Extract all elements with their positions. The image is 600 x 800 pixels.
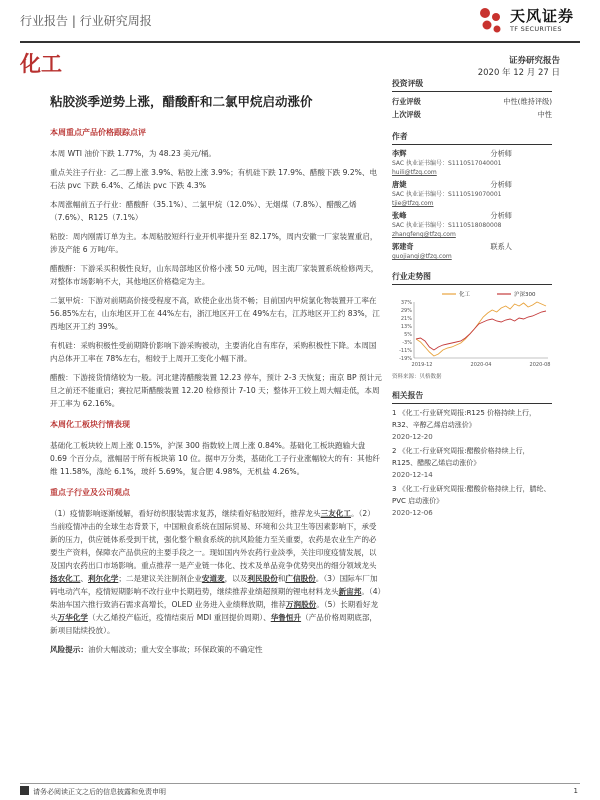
company-link-wanrun[interactable]: 万润股份 bbox=[285, 600, 317, 609]
analyst-name: 张峰 bbox=[392, 211, 407, 220]
text-run: 、 bbox=[80, 574, 88, 583]
y-tick-label: 29% bbox=[400, 308, 412, 314]
paragraph-viscose: 粘胶：周内刚需订单为主。本周粘胶短纤行业开机率提升至 82.17%，周内安徽一厂家装置重启，涉及产能 6 万吨/年。 bbox=[50, 232, 378, 254]
analyst-email[interactable]: guojianqi@tfzq.com bbox=[392, 253, 452, 260]
text-run: 。（2）当前疫情冲击的全球生态背景下，中国粮食系统在国际贸易、环境和公共卫生等因素影响下，承受新的压力，供应链体系受到干扰，强化整个粮食系统的抗风险能力至关重要，农药是农业生产的必要生产资料，保障农产品供应的主要手段之一。现如国内外农药行业淡季，关注印度疫情发展，以及国内农药出口市场影响。重点推荐一是产业链一体化、技术及单品竞争优势突出的细分领域龙头 bbox=[50, 509, 377, 570]
rating-row-previous bbox=[392, 108, 552, 121]
y-tick-label: 21% bbox=[400, 316, 412, 322]
rating-row-industry bbox=[392, 95, 552, 108]
logo-text-cn: 天风证券 bbox=[510, 7, 575, 25]
x-tick-label: 2019-12 bbox=[411, 362, 433, 368]
report-date: 2020 年 12 月 27 日 bbox=[477, 68, 560, 78]
paragraph-silicone: 有机硅：采购积极性受前期降价影响下游采购被动，主要消化自有库存，采购积极性下降。本周国内总体开工率在 78%左右，相较于上周开工变化小幅下滑。 bbox=[50, 341, 377, 363]
y-tick-label: 13% bbox=[400, 324, 412, 330]
report-type: 证券研究报告 bbox=[508, 56, 560, 66]
report-kind: 行业报告 bbox=[20, 14, 69, 28]
related-item[interactable] bbox=[392, 407, 552, 443]
paragraph-acetic-anhydride: 醋酸酐：下游采买积极性良好，山东局部地区价格小涨 50 元/吨，因主流厂家装置系统检修两天，对整体市场影响不大，其他地区价格稳定为主。 bbox=[50, 264, 379, 286]
company-link-adama[interactable]: 安道麦 bbox=[201, 574, 225, 583]
analyst-cert: SAC 执业证书编号：S1110519070001 bbox=[392, 191, 502, 198]
analyst-card bbox=[392, 241, 552, 261]
report-category bbox=[20, 12, 152, 29]
rating-label: 上次评级 bbox=[392, 110, 421, 119]
logo-emblem-icon bbox=[476, 5, 506, 37]
related-item[interactable] bbox=[392, 445, 552, 481]
paragraph-market: 基础化工板块较上周上涨 0.15%，沪深 300 指数较上周上涨 0.84%。基础化工板块跑输大盘 0.69 个百分点，涨幅居于所有板块第 10 位。据申万分类，基础化工子行业涨幅较大的有：其他纤维 11.58%，涤纶 6.1%，玻纤 5.69%，复合肥 4.98%，无机盐 4.26%。 bbox=[50, 441, 380, 476]
company-link-lier[interactable]: 利尔化学 bbox=[87, 574, 119, 583]
company-link-guangxin[interactable]: 广信股份 bbox=[285, 574, 316, 583]
related-item-title[interactable]: 2 《化工-行业研究周报:醋酸价格持续上行，R125、醋酸乙烯启动涨价》 bbox=[392, 447, 530, 467]
analyst-card bbox=[392, 179, 552, 208]
sector-title: 化工 bbox=[20, 52, 62, 76]
company-link-capchem[interactable]: 新宙邦 bbox=[338, 587, 362, 596]
paragraph-acetic-acid: 醋酸：下游接货情绪较为一般。河北建涛醋酸装置 12.23 停车，预计 2-3 天恢复；南京 BP 预计元旦之前还不能重启；赛拉尼斯醋酸装置 12.20 检修预计 7-10 天；整体开工较上周大幅走低，本周开工率为 62.16%。 bbox=[50, 373, 382, 408]
related-item-title[interactable]: 3 《化工-行业研究周报:醋酸价格持续上行，腈纶、PVC 启动涨价》 bbox=[392, 485, 551, 505]
paragraph-dichloromethane: 二氯甲烷：下游对前期高价接受程度不高，欧使企业出货不畅；目前国内甲烷氯化物装置开工率在 56.85%左右，山东地区开工在 44%左右，浙江地区开工在 49%左右，江苏地区开工约 83%，江西地区开工约 39%。 bbox=[50, 296, 380, 331]
x-tick-label: 2020-08 bbox=[529, 362, 551, 368]
separator: | bbox=[71, 14, 80, 28]
company-link-sanyou[interactable]: 三友化工 bbox=[320, 509, 351, 518]
analyst-cert: SAC 执业证书编号：S1110518080008 bbox=[392, 222, 502, 229]
analyst-email[interactable]: huili@tfzq.com bbox=[392, 169, 437, 176]
text-run: 。（3）国际车厂加码电动汽车，疫情短期影响不改行业中长期趋势，继续推荐业绩超预期的锂电材料龙头 bbox=[50, 574, 378, 596]
analyst-role: 分析师 bbox=[490, 149, 512, 158]
qr-code-icon bbox=[20, 786, 29, 795]
analyst-name: 李辉 bbox=[392, 149, 407, 158]
text-run: 。（5）长期看好龙头 bbox=[50, 600, 379, 622]
series-line bbox=[416, 302, 546, 356]
risk-paragraph bbox=[50, 643, 382, 656]
company-logo bbox=[476, 3, 586, 43]
text-run: （大乙烯投产临近，疫情结束后 MDI 重回提价周期）、 bbox=[87, 613, 271, 622]
company-link-wanhua[interactable]: 万华化学 bbox=[57, 613, 88, 622]
text-run: 。（4）柴油车国六推行致消石需求高增长，OLED 业务进入业绩释放期，推荐 bbox=[50, 587, 382, 609]
analyst-email[interactable]: tjie@tfzq.com bbox=[392, 200, 434, 207]
report-series: 行业研究周报 bbox=[79, 14, 152, 28]
analyst-card bbox=[392, 210, 552, 239]
main-body bbox=[50, 118, 382, 662]
trend-chart-svg bbox=[392, 288, 552, 370]
analyst-card bbox=[392, 148, 552, 177]
y-tick-label: 5% bbox=[404, 332, 412, 338]
trend-chart bbox=[392, 288, 552, 370]
related-item-date: 2020-12-06 bbox=[392, 509, 433, 517]
logo-text-en: TF SECURITIES bbox=[510, 25, 562, 33]
text-run: （1）疫情影响逐渐缓解，看好纺织服装需求复苏，继续看好粘胶短纤，推荐龙头 bbox=[50, 509, 321, 518]
y-tick-label: 37% bbox=[400, 300, 412, 306]
paragraph-oil: 本周 WTI 油价下跌 1.77%，为 48.23 美元/桶。 bbox=[50, 149, 217, 158]
related-item[interactable] bbox=[392, 483, 552, 519]
related-title: 相关报告 bbox=[392, 390, 552, 404]
related-list bbox=[392, 407, 552, 519]
analyst-role: 分析师 bbox=[490, 180, 512, 189]
sidebar bbox=[392, 78, 552, 521]
text-run: ，以及 bbox=[224, 574, 248, 583]
paragraph-top5: 本周涨幅前五子行业：醋酸酐（35.1%）、二氯甲烷（12.0%）、无烟煤（7.8%）、醋酸乙烯（7.6%）、R125（7.1%） bbox=[50, 200, 357, 222]
analyst-role: 联系人 bbox=[490, 242, 512, 251]
report-headline: 粘胶淡季逆势上涨，醋酸酐和二氯甲烷启动涨价 bbox=[50, 94, 313, 109]
company-link-yangnong[interactable]: 扬农化工 bbox=[50, 574, 81, 583]
analyst-role: 分析师 bbox=[490, 211, 512, 220]
rating-value: 中性(维持评级) bbox=[503, 97, 552, 106]
trend-title: 行业走势图 bbox=[392, 271, 552, 285]
rating-title: 投资评级 bbox=[392, 78, 552, 92]
authors-title: 作者 bbox=[392, 131, 552, 145]
x-tick-label: 2020-04 bbox=[470, 362, 492, 368]
y-tick-label: -11% bbox=[399, 348, 412, 354]
series-line bbox=[416, 311, 546, 350]
company-link-hualu[interactable]: 华鲁恒升 bbox=[270, 613, 302, 622]
related-item-title[interactable]: 1 《化工-行业研究周报:R125 价格持续上行，R32、辛醇乙烯启动涨价》 bbox=[392, 409, 537, 429]
paragraph-views bbox=[50, 507, 382, 637]
chart-source: 资料来源：贝格数据 bbox=[392, 374, 442, 380]
footer-disclaimer: 请务必阅读正文之后的信息披露和免责申明 bbox=[33, 788, 166, 796]
text-run: ；二是建议关注制剂企业 bbox=[118, 574, 202, 583]
risk-text: 油价大幅波动；重大安全事故；环保政策的不确定性 bbox=[87, 645, 263, 654]
related-item-date: 2020-12-20 bbox=[392, 433, 433, 441]
header-divider bbox=[20, 41, 580, 43]
analyst-name: 唐婕 bbox=[392, 180, 407, 189]
y-tick-label: -3% bbox=[402, 340, 412, 346]
footer-divider bbox=[20, 783, 580, 784]
related-item-date: 2020-12-14 bbox=[392, 471, 433, 479]
text-run: （产品价格周期底部，新项目陆续投放）。 bbox=[50, 613, 378, 635]
page-number: 1 bbox=[573, 787, 578, 795]
analyst-name: 郭建奇 bbox=[392, 242, 414, 251]
rating-value: 中性 bbox=[537, 110, 552, 119]
text-run: 和 bbox=[277, 574, 286, 583]
paragraph-focus: 重点关注子行业：乙二醇上涨 3.9%、粘胶上涨 3.9%；有机硅下跌 17.9%、醋酸下跌 9.2%、电石法 pvc 下跌 6.4%、乙烯法 pvc 下跌 4.3% bbox=[50, 168, 378, 190]
rating-label: 行业评级 bbox=[392, 97, 421, 106]
legend-label: 化工 bbox=[459, 292, 471, 298]
analyst-email[interactable]: zhangfeng@tfzq.com bbox=[392, 231, 456, 238]
section-title-views: 重点子行业及公司观点 bbox=[50, 488, 130, 497]
analyst-cert: SAC 执业证书编号：S1110517040001 bbox=[392, 160, 502, 167]
section-title-price: 本周重点产品价格跟踪点评 bbox=[50, 128, 146, 137]
y-tick-label: -19% bbox=[399, 356, 412, 362]
risk-label: 风险提示： bbox=[50, 645, 88, 654]
legend-label: 沪深300 bbox=[514, 292, 536, 298]
section-title-market: 本周化工板块行情表现 bbox=[50, 420, 130, 429]
company-link-limin[interactable]: 利民股份 bbox=[247, 574, 278, 583]
